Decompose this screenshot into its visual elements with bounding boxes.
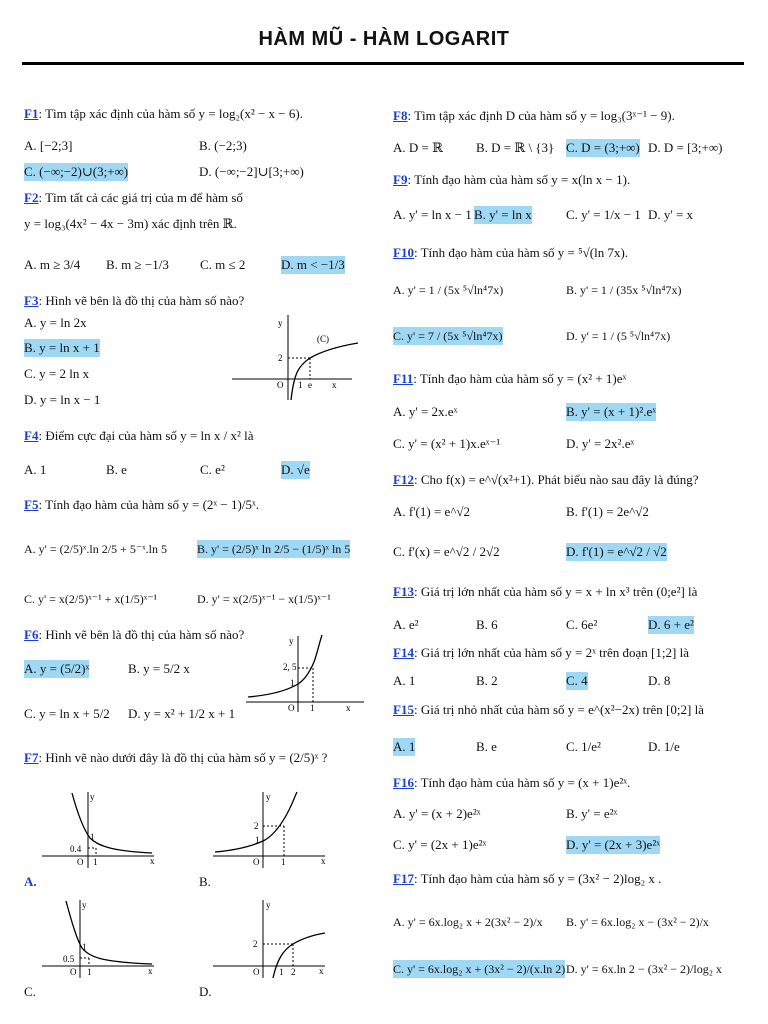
question-label: F4: [24, 428, 39, 443]
question-label: F10: [393, 245, 414, 260]
option-a[interactable]: A. D = ℝ: [393, 140, 443, 155]
question-f4: [24, 428, 369, 444]
y-tick-2: 2: [253, 939, 258, 949]
option-a[interactable]: A. e²: [393, 617, 419, 632]
option-c[interactable]: C. y = ln x + 5/2: [24, 706, 110, 721]
option-d-answer[interactable]: D. f'(1) = e^√2 / √2: [566, 544, 667, 559]
option-a[interactable]: A. y' = 6x.log₂ x + 2(3x² − 2)/x: [393, 915, 543, 929]
option-b[interactable]: B. 6: [476, 617, 498, 632]
page-title: HÀM MŨ - HÀM LOGARIT: [258, 28, 510, 50]
y-tick-0-4: 0.4: [70, 844, 82, 854]
graph-f3: [232, 312, 362, 402]
y-tick-1: 1: [82, 942, 87, 952]
option-b[interactable]: B. y' = 1 / (35x ⁵√ln⁴7x): [566, 283, 682, 297]
option-c[interactable]: C. y' = (x² + 1)x.eˣ⁻¹: [393, 436, 501, 451]
question-f11: [393, 371, 753, 387]
option-d[interactable]: D. y' = x(2/5)ˣ⁻¹ − x(1/5)ˣ⁻¹: [197, 592, 331, 606]
y-axis-label: y: [266, 792, 271, 802]
question-text: : Tìm tập xác định của hàm số y = log₂(x² − x − 6).: [38, 106, 303, 121]
option-c[interactable]: C. 1/e²: [566, 739, 601, 754]
question-text: : Giá trị nhỏ nhất của hàm số y = e^(x²−2x) trên [0;2] là: [413, 702, 704, 717]
y-tick: 2: [278, 353, 283, 363]
option-a[interactable]: A. m ≥ 3/4: [24, 257, 81, 272]
option-d-answer[interactable]: D. m < −1/3: [281, 257, 345, 272]
option-b[interactable]: B.: [199, 874, 211, 889]
question-text: : Tính đạo hàm của hàm số y = (2ˣ − 1)/5ˣ.: [38, 497, 259, 512]
option-b[interactable]: B. y' = 6x.log₂ x − (3x² − 2)/x: [566, 915, 709, 929]
question-text: : Tính đạo hàm của hàm số y = (3x² − 2)log₂ x .: [413, 871, 662, 886]
question-label: F6: [24, 627, 39, 642]
question-f9: [393, 172, 753, 188]
x-tick-2: 2: [291, 967, 296, 977]
question-text: : Hình vẽ bên là đồ thị của hàm số nào?: [38, 293, 245, 308]
question-text: : Giá trị lớn nhất của hàm số y = 2ˣ trên đoạn [1;2] là: [413, 645, 689, 660]
option-a[interactable]: A. y' = 1 / (5x ⁵√ln⁴7x): [393, 283, 504, 297]
option-d[interactable]: D. y = x² + 1/2 x + 1: [128, 706, 236, 721]
option-a[interactable]: A. y' = (x + 2)e²ˣ: [393, 806, 481, 821]
question-f1: [24, 106, 369, 122]
graph-f7-a: [42, 790, 162, 870]
option-c[interactable]: C. m ≤ 2: [200, 257, 246, 272]
y-axis-label: y: [278, 318, 283, 328]
option-d[interactable]: D. 8: [648, 673, 671, 688]
x-tick-1: 1: [87, 967, 92, 977]
question-label: F2: [24, 190, 39, 205]
x-axis-label: x: [321, 856, 326, 866]
option-c[interactable]: C. e²: [200, 462, 225, 477]
question-label: F15: [393, 702, 414, 717]
origin-label: O: [288, 703, 295, 713]
y-tick-1: 1: [255, 835, 260, 845]
y-tick-2: 2: [254, 821, 259, 831]
option-d-answer[interactable]: D. √e: [281, 462, 310, 477]
question-text: : Tìm tất cả các giá trị của m để hàm số: [38, 190, 243, 205]
option-c[interactable]: C. f'(x) = e^√2 / 2√2: [393, 544, 500, 559]
option-c[interactable]: C. y' = 1/x − 1: [566, 207, 641, 222]
question-f10: [393, 245, 753, 261]
question-text: : Điểm cực đại của hàm số y = ln x / x² là: [38, 428, 254, 443]
y-axis-label: y: [289, 636, 294, 646]
option-a[interactable]: A. y' = 2x.eˣ: [393, 404, 458, 419]
question-label: F11: [393, 371, 414, 386]
option-b[interactable]: B. D = ℝ \ {3}: [476, 140, 555, 155]
option-a[interactable]: A. y' = ln x − 1: [393, 207, 472, 222]
option-d[interactable]: D. y = ln x − 1: [24, 392, 101, 407]
question-text: : Tính đạo hàm của hàm số y = (x + 1)e²ˣ.: [413, 775, 631, 790]
x-axis-label: x: [319, 966, 324, 976]
x-axis-label: x: [346, 703, 351, 713]
option-b[interactable]: B. y' = e²ˣ: [566, 806, 618, 821]
origin-label: O: [77, 857, 84, 867]
question-text: : Cho f(x) = e^√(x²+1). Phát biểu nào sau đây là đúng?: [413, 472, 699, 487]
option-b[interactable]: B. m ≥ −1/3: [106, 257, 169, 272]
question-f13: [393, 584, 763, 600]
y-tick-1: 1: [90, 832, 95, 842]
option-b[interactable]: B. 2: [476, 673, 498, 688]
option-d[interactable]: D. 1/e: [648, 739, 680, 754]
option-c-answer[interactable]: C. 4: [566, 673, 588, 688]
x-tick-1: 1: [281, 857, 286, 867]
question-f12: [393, 472, 753, 488]
x-axis-label: x: [150, 856, 155, 866]
x-tick-1: 1: [298, 380, 303, 390]
question-label: F5: [24, 497, 39, 512]
option-a-answer[interactable]: A. 1: [393, 739, 416, 754]
option-d[interactable]: D. y' = 2x².eˣ: [566, 436, 635, 451]
question-f17: [393, 871, 763, 887]
question-text: : Tính đạo hàm của hàm số y = x(ln x − 1).: [407, 172, 631, 187]
question-label: F8: [393, 108, 408, 123]
option-c[interactable]: C. y' = x(2/5)ˣ⁻¹ + x(1/5)ˣ⁻¹: [24, 592, 158, 606]
x-tick-1: 1: [279, 967, 284, 977]
graph-f6: [246, 632, 371, 712]
question-label: F3: [24, 293, 39, 308]
option-c[interactable]: C. 6e²: [566, 617, 598, 632]
option-a[interactable]: A. y' = (2/5)ˣ.ln 2/5 + 5⁻ˣ.ln 5: [24, 542, 167, 556]
x-tick-1: 1: [93, 857, 98, 867]
question-f16: [393, 775, 763, 791]
question-label: F13: [393, 584, 414, 599]
option-b-answer[interactable]: B. y' = (x + 1)².eˣ: [566, 404, 657, 419]
option-d-answer[interactable]: D. 6 + e²: [648, 617, 694, 632]
option-b[interactable]: B. y = 5/2 x: [128, 661, 190, 676]
question-label: F14: [393, 645, 414, 660]
origin-label: O: [253, 967, 260, 977]
option-d[interactable]: D. y' = 6x.ln 2 − (3x² − 2)/log₂ x: [566, 962, 722, 976]
graph-f7-d: [213, 898, 333, 980]
y-axis-label: y: [82, 900, 87, 910]
question-text: : Tính đạo hàm của hàm số y = ⁵√(ln 7x).: [413, 245, 629, 260]
question-f2: [24, 190, 374, 206]
question-f8: [393, 108, 753, 124]
question-label: F9: [393, 172, 408, 187]
question-f5: [24, 497, 369, 513]
option-d[interactable]: D. (−∞;−2]∪[3;+∞): [199, 164, 304, 179]
option-c[interactable]: C. y' = (2x + 1)e²ˣ: [393, 837, 487, 852]
option-b[interactable]: B. e: [106, 462, 127, 477]
option-a-answer[interactable]: A. y = (5/2)ˣ: [24, 661, 90, 676]
question-text: : Tính đạo hàm của hàm số y = (x² + 1)eˣ: [413, 371, 627, 386]
question-label: F7: [24, 750, 39, 765]
option-a[interactable]: A. y = ln 2x: [24, 315, 87, 330]
option-d[interactable]: D. D = [3;+∞): [648, 140, 723, 155]
y-tick-1: 1: [290, 678, 295, 688]
option-d[interactable]: D. y' = x: [648, 207, 694, 222]
option-c-answer[interactable]: C. D = (3;+∞): [566, 140, 640, 155]
y-tick-2-5: 2, 5: [283, 662, 297, 672]
option-d[interactable]: D.: [199, 984, 212, 999]
option-a[interactable]: A. 1: [393, 673, 416, 688]
question-f3: [24, 293, 369, 309]
option-c-answer[interactable]: C. y' = 7 / (5x ⁵√ln⁴7x): [393, 329, 503, 343]
question-text-line2: y = log₃(4x² − 4x − 3m) xác định trên ℝ.: [24, 216, 237, 231]
option-b-answer[interactable]: B. y' = (2/5)ˣ ln 2/5 − (1/5)ˣ ln 5: [197, 542, 351, 556]
option-c[interactable]: C.: [24, 984, 36, 999]
option-a-answer[interactable]: A.: [24, 874, 37, 889]
question-label: F12: [393, 472, 414, 487]
graph-f7-c: [42, 898, 162, 980]
question-label: F17: [393, 871, 414, 886]
curve-label: (C): [317, 334, 329, 344]
option-c-answer[interactable]: C. y' = 6x.log₂ x + (3x² − 2)/(x.ln 2): [393, 962, 566, 976]
y-axis-label: y: [90, 792, 95, 802]
question-text: : Hình vẽ nào dưới đây là đồ thị của hàm số y = (2/5)ˣ ?: [38, 750, 328, 765]
title-divider: [22, 62, 744, 65]
origin-label: O: [70, 967, 77, 977]
option-a[interactable]: A. f'(1) = e^√2: [393, 504, 471, 519]
x-axis-label: x: [332, 380, 337, 390]
question-f14: [393, 645, 763, 661]
origin-label: O: [277, 380, 284, 390]
option-b-answer[interactable]: B. y' = ln x: [474, 207, 532, 222]
question-text: : Hình vẽ bên là đồ thị của hàm số nào?: [38, 627, 245, 642]
question-text: : Giá trị lớn nhất của hàm số y = x + ln x³ trên (0;e²] là: [413, 584, 698, 599]
x-axis-label: x: [148, 966, 153, 976]
question-f15: [393, 702, 763, 718]
question-label: F16: [393, 775, 414, 790]
option-c[interactable]: C. y = 2 ln x: [24, 366, 90, 381]
option-a[interactable]: A. [−2;3]: [24, 138, 73, 153]
graph-f7-b: [213, 790, 333, 870]
question-text: : Tìm tập xác định D của hàm số y = log₃(3ˣ⁻¹ − 9).: [407, 108, 675, 123]
y-tick-0-5: 0.5: [63, 954, 75, 964]
origin-label: O: [253, 857, 260, 867]
option-d[interactable]: D. y' = 1 / (5 ⁵√ln⁴7x): [566, 329, 671, 343]
x-tick-1: 1: [310, 703, 315, 713]
x-tick-e: e: [308, 380, 312, 390]
option-d-answer[interactable]: D. y' = (2x + 3)e²ˣ: [566, 837, 660, 852]
option-c-answer[interactable]: C. (−∞;−2)∪(3;+∞): [24, 164, 129, 179]
option-b[interactable]: B. f'(1) = 2e^√2: [566, 504, 649, 519]
option-b[interactable]: B. (−2;3): [199, 138, 247, 153]
y-axis-label: y: [266, 900, 271, 910]
question-label: F1: [24, 106, 39, 121]
question-f7: [24, 750, 369, 766]
option-b[interactable]: B. e: [476, 739, 497, 754]
option-a[interactable]: A. 1: [24, 462, 47, 477]
option-b-answer[interactable]: B. y = ln x + 1: [24, 340, 100, 355]
